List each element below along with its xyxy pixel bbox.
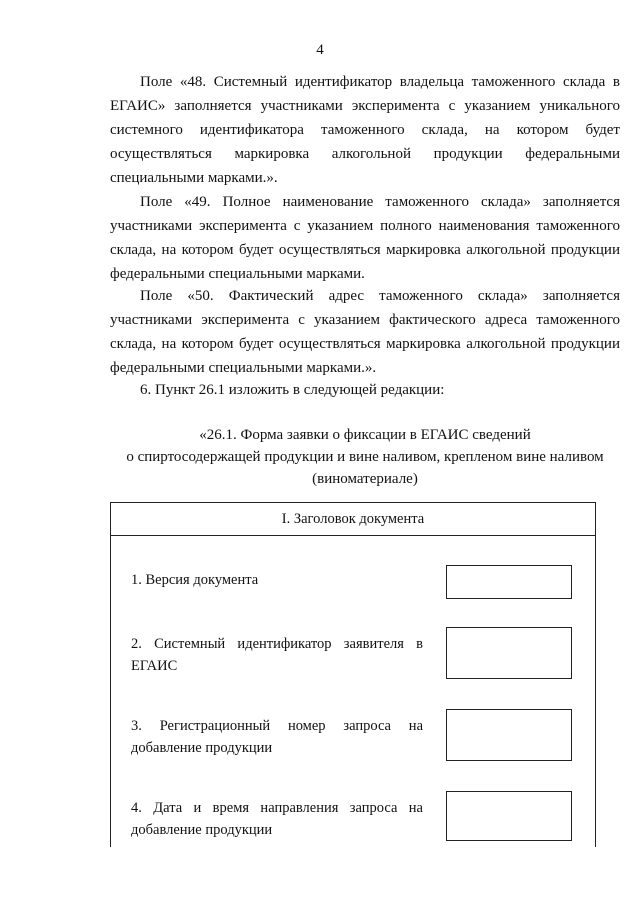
paragraph-text: Поле «49. Полное наименование таможенного склада» заполняется участниками эксперимента с указанием полного наименования таможенного склада, на котором будет осуществляться маркировка алкогольной продукции федеральными специальными марками. (110, 194, 620, 282)
field-label-request-number: 3. Регистрационный номер запроса на добавление продукции (131, 718, 423, 756)
paragraph-field-50 (110, 284, 620, 380)
form-title-line-2: о спиртосодержащей продукции и вине наливом, крепленом вине наливом (126, 449, 604, 465)
field-label-applicant-id: 2. Системный идентификатор заявителя в ЕГАИС (131, 636, 423, 674)
applicant-id-input-box[interactable] (446, 627, 572, 679)
field-label-request-datetime: 4. Дата и время направления запроса на добавление продукции (131, 800, 423, 838)
form-title-line-1: «26.1. Форма заявки о фиксации в ЕГАИС сведений (199, 427, 531, 443)
paragraph-text: 6. Пункт 26.1 изложить в следующей редакции: (140, 382, 445, 398)
paragraph-field-49 (110, 190, 620, 286)
page-number: 4 (316, 42, 324, 58)
request-datetime-input-box[interactable] (446, 791, 572, 841)
paragraph-field-48 (110, 70, 620, 190)
paragraph-text: Поле «48. Системный идентификатор владельца таможенного склада в ЕГАИС» заполняется участниками эксперимента с указанием уникального системного идентификатора таможенного склада, на котором будет осуществляться маркировка алкогольной продукции федеральными специальными марками.». (110, 74, 620, 186)
paragraph-text: Поле «50. Фактический адрес таможенного склада» заполняется участниками эксперимента с указанием фактического адреса таможенного склада, на котором будет осуществляться маркировка алкогольной продукции федеральными специальными марками.». (110, 288, 620, 376)
form-title (110, 424, 620, 490)
document-header-form (110, 502, 596, 847)
field-label-version: 1. Версия документа (131, 572, 259, 588)
version-input-box[interactable] (446, 565, 572, 599)
section-header: I. Заголовок документа (111, 503, 595, 536)
request-number-input-box[interactable] (446, 709, 572, 761)
paragraph-item-6 (110, 378, 620, 402)
form-title-line-3: (виноматериале) (312, 471, 418, 487)
